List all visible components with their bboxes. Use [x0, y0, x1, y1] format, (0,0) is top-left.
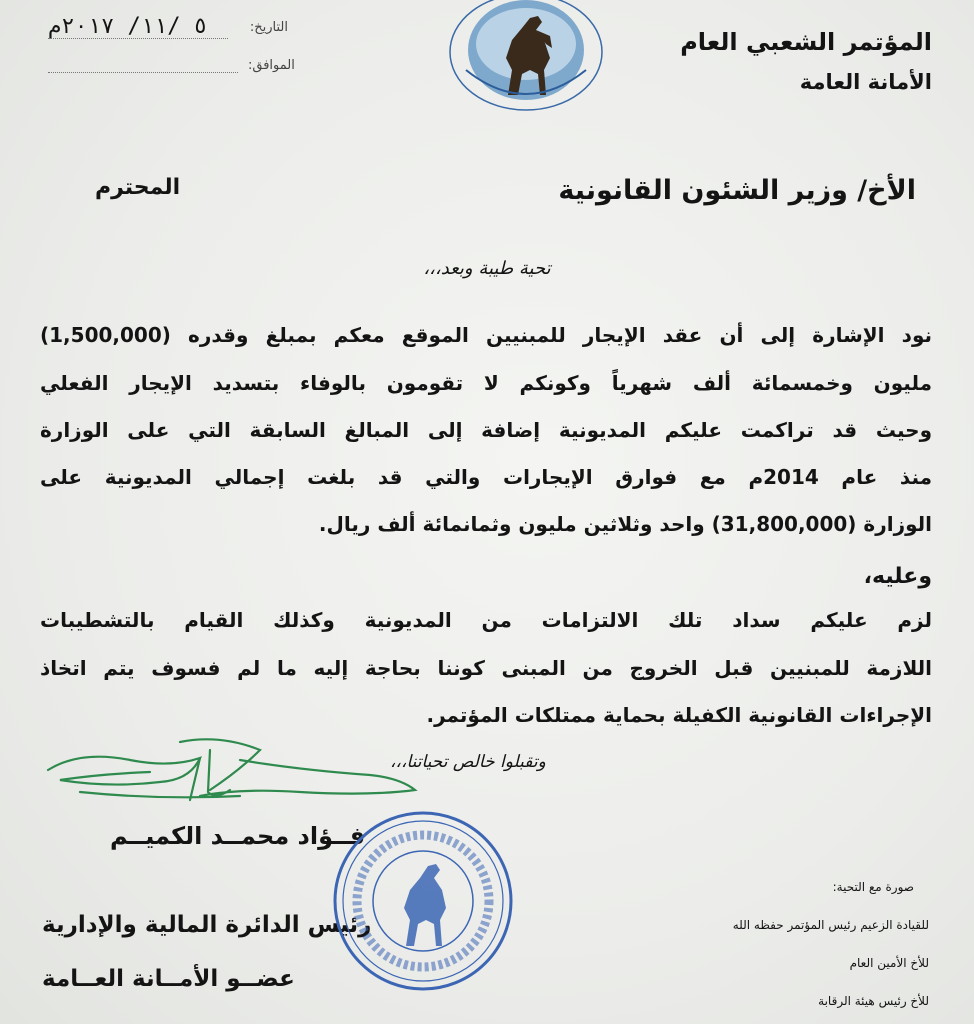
body-line: نود الإشارة إلى أن عقد الإيجار للمبنيين الموقع معكم بمبلغ وقدره (1,500,000) [40, 323, 932, 347]
body-line: لزم عليكم سداد تلك الالتزامات من المديونية وكذلك القيام بالتشطيبات [40, 608, 932, 632]
organization-name: المؤتمر الشعبي العام [680, 28, 932, 56]
signer-membership: عضــو الأمــانة العــامة [42, 966, 295, 992]
party-logo-horse-icon [446, 0, 606, 115]
date-label: التاريخ: [249, 20, 288, 35]
date-value: ٥ /١١/ ٢٠١٧م [48, 14, 207, 39]
recipient-line: الأخ/ وزير الشئون القانونية [558, 175, 916, 206]
copies-title: صورة مع التحية: [832, 880, 914, 894]
body-line: اللازمة للمبنيين قبل الخروج من المبنى كوننا بحاجة إليه ما لم فسوف يتم اتخاذ [40, 656, 932, 680]
copy-recipient: للأخ الأمين العام [849, 956, 929, 970]
body-line: منذ عام 2014م مع فوارق الإيجارات والتي قد بلغت إجمالي المديونية على [40, 465, 932, 489]
date-dotted-line [48, 38, 228, 39]
copy-recipient: للأخ رئيس هيئة الرقابة [818, 994, 929, 1008]
body-line: وحيث قد تراكمت عليكم المديونية إضافة إلى المبالغ السابقة التي على الوزارة [40, 418, 932, 442]
date-field [48, 14, 288, 40]
signer-title: رئيس الدائرة المالية والإدارية [42, 912, 372, 938]
body-line: الوزارة (31,800,000) واحد وثلاثين مليون وثمانمائة ألف ريال. [318, 512, 932, 536]
agreed-dotted-line [48, 72, 238, 73]
signer-name: فــؤاد محمــد الكميــم [110, 822, 366, 850]
body-line: الإجراءات القانونية الكفيلة بحماية ممتلكات المؤتمر. [426, 703, 932, 727]
greeting: تحية طيبة وبعد،،، [423, 258, 551, 279]
official-stamp-icon [330, 808, 516, 994]
therefore-heading: وعليه، [863, 564, 932, 589]
closing-line: وتقبلوا خالص تحياتنا،،، [390, 752, 546, 772]
body-line: مليون وخمسمائة ألف شهرياً وكونكم لا تقومون بالوفاء بتسديد الإيجار الفعلي [40, 371, 932, 395]
respected-label: المحترم [95, 175, 181, 200]
copy-recipient: للقيادة الزعيم رئيس المؤتمر حفظه الله [732, 918, 929, 932]
agreed-date-label: الموافق: [248, 58, 295, 73]
organization-subtitle: الأمانة العامة [799, 70, 932, 94]
